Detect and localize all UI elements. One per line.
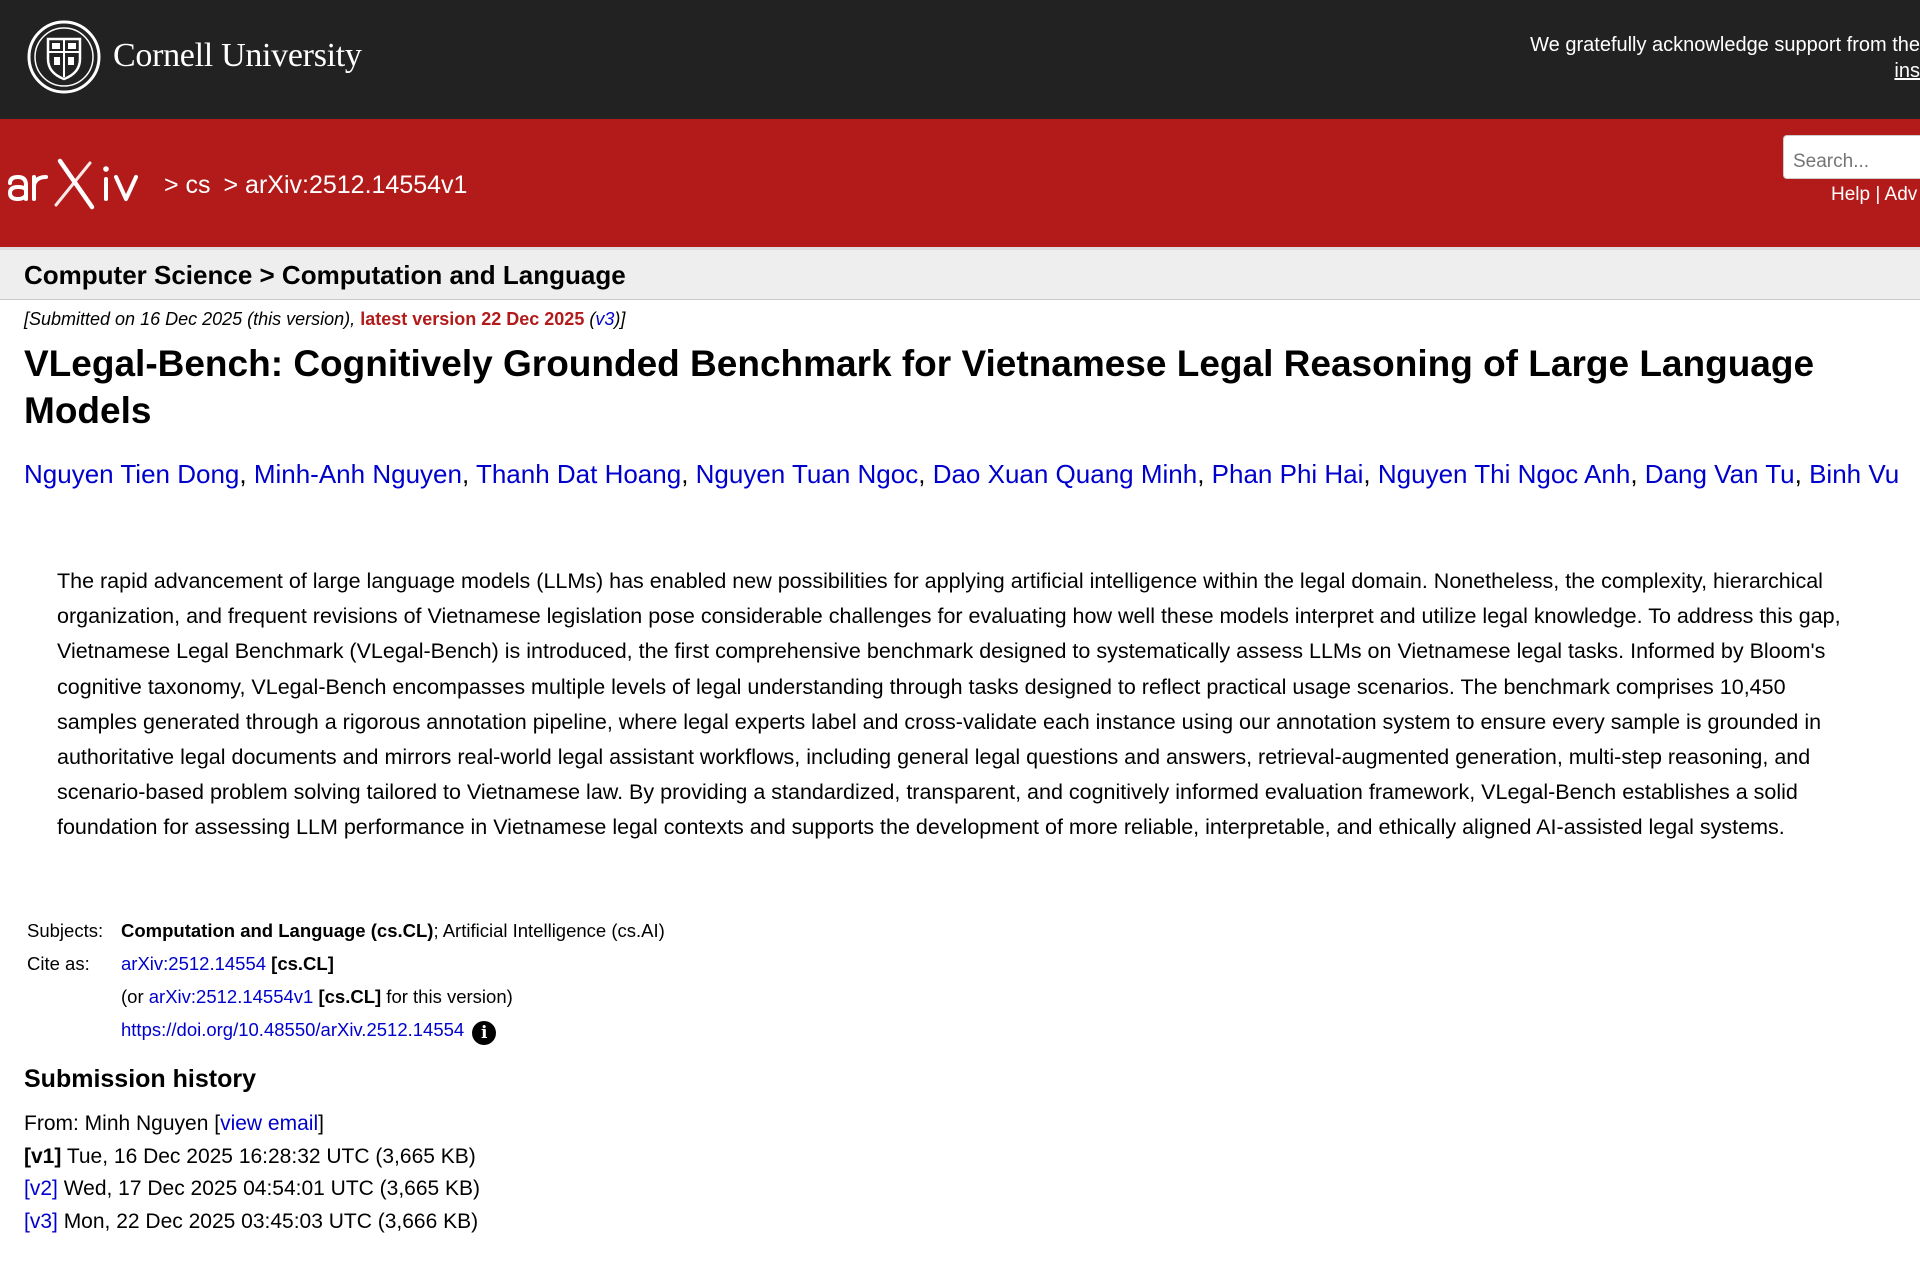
author-link[interactable]: Nguyen Tien Dong xyxy=(24,459,240,489)
version-entry-v3: [v3] Mon, 22 Dec 2025 03:45:03 UTC (3,666 KB) xyxy=(24,1209,479,1233)
arxiv-logo[interactable] xyxy=(4,155,160,215)
author-link[interactable]: Thanh Dat Hoang xyxy=(475,459,682,489)
version-id-link[interactable]: arXiv:2512.14554v1 xyxy=(148,986,314,1007)
cite-tag: [cs.CL] xyxy=(271,953,334,974)
subjects-value xyxy=(121,920,665,953)
version-tag: [cs.CL] xyxy=(318,986,382,1007)
search-input[interactable] xyxy=(1783,135,1920,179)
arxiv-header xyxy=(0,119,1920,247)
author-link[interactable]: Dang Van Tu xyxy=(1644,459,1795,489)
help-link[interactable]: Help xyxy=(1831,184,1871,205)
submission-history xyxy=(24,1108,480,1238)
version-entry-v2: [v2] Wed, 17 Dec 2025 04:54:01 UTC (3,665 KB) xyxy=(24,1177,481,1200)
breadcrumb-cs[interactable]: > cs xyxy=(164,171,211,199)
help-separator: | xyxy=(1875,184,1881,205)
version-label-v1: [v1] xyxy=(24,1144,62,1168)
support-institutions-link[interactable]: ins xyxy=(1894,60,1920,82)
support-acknowledgement: We gratefully acknowledge support from the xyxy=(1530,34,1920,56)
info-icon[interactable]: i xyxy=(472,1021,496,1045)
author-link[interactable]: Phan Phi Hai xyxy=(1211,459,1364,489)
cornell-university-name[interactable]: Cornell University xyxy=(113,37,362,74)
version-link-v3[interactable]: [v3] xyxy=(24,1209,58,1233)
author-link[interactable]: Binh Vu xyxy=(1809,459,1900,489)
subjects-label: Subjects: xyxy=(27,920,104,941)
dateline-close: )] xyxy=(614,309,626,329)
author-link[interactable]: Dao Xuan Quang Minh xyxy=(932,459,1198,489)
primary-subject: Computation and Language (cs.CL) xyxy=(121,920,434,941)
dateline xyxy=(24,309,625,330)
doi-row xyxy=(121,1019,665,1052)
author-list: Nguyen Tien Dong, Minh-Anh Nguyen, Thanh Dat Hoang, Nguyen Tuan Ngoc, Dao Xuan Quang Minh, Phan Phi Hai, Nguyen Thi Ngoc Anh, Dang Van Tu, Binh Vu xyxy=(24,459,1900,489)
version-entry-v1: [v1] Tue, 16 Dec 2025 16:28:32 UTC (3,665 KB) xyxy=(24,1144,476,1168)
paper-title: VLegal-Bench: Cognitively Grounded Benchmark for Vietnamese Legal Reasoning of Large Language Models xyxy=(24,343,1815,431)
arxiv-logo-icon xyxy=(4,155,160,215)
version-cite: (or arXiv:2512.14554v1 [cs.CL] for this version) xyxy=(121,986,513,1007)
breadcrumb xyxy=(164,171,473,200)
author-link[interactable]: Nguyen Tuan Ngoc xyxy=(695,459,919,489)
submitted-date: [Submitted on 16 Dec 2025 (this version), xyxy=(24,309,361,329)
version-link-v2[interactable]: [v2] xyxy=(24,1177,58,1200)
author-link[interactable]: Nguyen Thi Ngoc Anh xyxy=(1377,459,1631,489)
submission-history-title: Submission history xyxy=(24,1065,256,1093)
author-link[interactable]: Minh-Anh Nguyen xyxy=(253,459,462,489)
subject-header: Computer Science > Computation and Language xyxy=(0,247,1920,300)
secondary-subject: ; Artificial Intelligence (cs.AI) xyxy=(433,920,665,941)
cite-id-link[interactable]: arXiv:2512.14554 xyxy=(121,953,267,974)
cite-value xyxy=(121,953,665,986)
abstract: The rapid advancement of large language models (LLMs) has enabled new possibilities for applying artificial intelligence within the legal domain. Nonetheless, the complexity, hierarchical organization, and frequent revisions of Vietnamese legislation pose considerable challenges for evaluating how well these models interpret and utilize legal knowledge. To address this gap, Vietnamese Legal Benchmark (VLegal-Bench) is introduced, the first comprehensive benchmark designed to systematically assess LLMs on Vietnamese legal tasks. Informed by Bloom's cognitive taxonomy, VLegal-Bench encompasses multiple levels of legal understanding through tasks designed to reflect practical usage scenarios. The benchmark comprises 10,450 samples generated through a rigorous annotation pipeline, where legal experts label and cross-validate each instance using our annotation system to ensure every sample is grounded in authoritative legal documents and mirrors real-world legal assistant workflows, including general legal questions and answers, retrieval-augmented generation, multi-step reasoning, and scenario-based problem solving tailored to Vietnamese law. By providing a standardized, transparent, and cognitively informed evaluation framework, VLegal-Bench establishes a solid foundation for assessing LLM performance in Vietnamese legal contexts and supports the development of more reliable, interpretable, and ethically aligned AI-assisted legal systems. xyxy=(57,569,1841,840)
latest-version-note: latest version 22 Dec 2025 xyxy=(360,309,585,329)
cite-label: Cite as: xyxy=(27,953,90,974)
breadcrumb-paper-id: > arXiv:2512.14554v1 xyxy=(223,171,468,199)
metadata-table xyxy=(27,920,665,1052)
dateline-open: ( xyxy=(584,309,596,329)
doi-link[interactable]: https://doi.org/10.48550/arXiv.2512.14554 xyxy=(121,1019,465,1040)
submitter-line: From: Minh Nguyen [view email] xyxy=(24,1112,324,1135)
help-links xyxy=(1831,184,1917,206)
advanced-search-link[interactable]: Adv xyxy=(1884,184,1918,205)
latest-version-link[interactable]: v3 xyxy=(595,309,615,329)
cornell-header xyxy=(0,0,1920,119)
view-email-link[interactable]: view email xyxy=(220,1112,319,1135)
cornell-seal-icon[interactable] xyxy=(26,19,102,95)
